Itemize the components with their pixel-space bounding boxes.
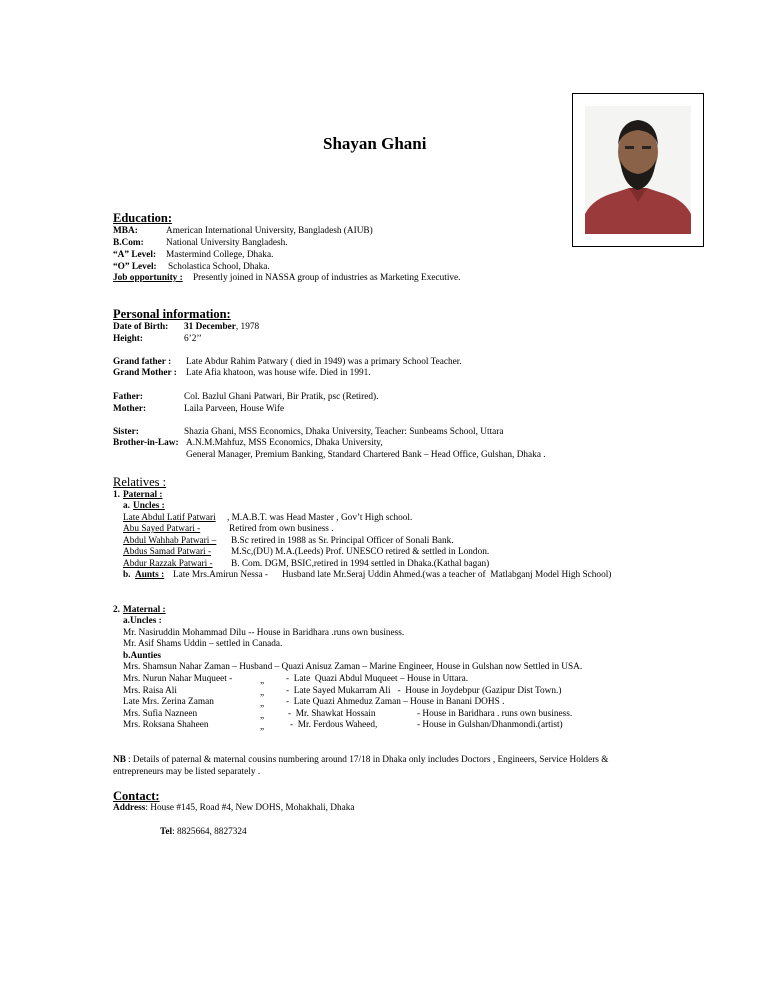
address-value: : House #145, Road #4, New DOHS, Mohakhali, Dhaka xyxy=(145,803,355,813)
paternal-uncle-name: Abdul Wahhab Patwari – xyxy=(123,536,217,546)
maternal-aunt-name: Late Mrs. Zerina Zaman xyxy=(123,697,214,707)
paternal-number: 1. xyxy=(113,490,120,500)
father-value: Col. Bazlul Ghani Patwari, Bir Pratik, psc (Retired). xyxy=(184,392,379,402)
brother-in-law-value-2: General Manager, Premium Banking, Standard Chartered Bank – Head Office, Gulshan, Dhaka . xyxy=(186,450,546,460)
maternal-aunt-name: Mrs. Sufia Nazneen xyxy=(123,709,198,719)
brother-in-law-label: Brother-in-Law: xyxy=(113,438,179,448)
address-line xyxy=(113,803,355,814)
edu-value-bcom: National University Bangladesh. xyxy=(166,238,288,248)
maternal-uncles-label: a.Uncles : xyxy=(123,616,162,626)
dob-label: Date of Birth: xyxy=(113,322,169,332)
ditto-mark: „ xyxy=(260,699,265,709)
edu-value-job: Presently joined in NASSA group of industries as Marketing Executive. xyxy=(193,273,461,283)
paternal-uncle-detail: M.Sc,(DU) M.A.(Leeds) Prof. UNESCO retired & settled in London. xyxy=(231,547,490,557)
profile-photo xyxy=(585,106,691,234)
paternal-uncle-detail: B. Com. DGM, BSIC,retired in 1994 settled in Dhaka.(Kathal bagan) xyxy=(231,559,490,569)
mother-value: Laila Parveen, House Wife xyxy=(184,404,285,414)
tel-value: : 8825664, 8827324 xyxy=(172,827,247,837)
maternal-aunt-name: Mrs. Nurun Nahar Muqueet - xyxy=(123,674,233,684)
grandfather-label: Grand father : xyxy=(113,357,172,367)
tel-line xyxy=(160,827,247,838)
note-line-2: entrepreneurs may be listed separately . xyxy=(113,767,261,777)
tel-label: Tel xyxy=(160,827,173,837)
maternal-aunt-husband: - Late Quazi Ahmeduz Zaman – House in Banani DOHS . xyxy=(286,697,505,707)
paternal-uncle-name: Abu Sayed Patwari - xyxy=(123,524,201,534)
edu-label-mba: MBA: xyxy=(113,226,138,236)
maternal-aunt-husband: - Mr. Shawkat Hossain xyxy=(288,709,376,719)
contact-heading: Contact: xyxy=(113,789,160,803)
relatives-heading: Relatives : xyxy=(113,475,167,489)
maternal-aunt-husband: - Late Sayed Mukarram Ali - House in Joydebpur (Gazipur Dist Town.) xyxy=(286,686,562,696)
maternal-aunt-husband: - Mr. Ferdous Waheed, xyxy=(290,720,378,730)
maternal-aunt-first: Mrs. Shamsun Nahar Zaman – Husband – Quazi Anisuz Zaman – Marine Engineer, House in Gulshan now Settled in USA. xyxy=(123,662,583,672)
aunts-prefix: b. xyxy=(123,570,131,580)
ditto-mark: „ xyxy=(260,676,265,686)
person-silhouette-icon xyxy=(585,106,691,234)
maternal-number: 2. xyxy=(113,605,120,615)
edu-value-alevel: Mastermind College, Dhaka. xyxy=(166,250,274,260)
candidate-name: Shayan Ghani xyxy=(323,134,427,153)
father-label: Father: xyxy=(113,392,143,402)
sister-value: Shazia Ghani, MSS Economics, Dhaka University, Teacher: Sunbeams School, Uttara xyxy=(184,427,504,437)
height-label: Height: xyxy=(113,334,143,344)
paternal-uncle-detail: B.Sc retired in 1988 as Sr. Principal Officer of Sonali Bank. xyxy=(231,536,454,546)
ditto-mark: „ xyxy=(260,722,265,732)
grandmother-value: Late Afia khatoon, was house wife. Died in 1991. xyxy=(186,368,371,378)
maternal-aunt-husband: - Late Quazi Abdul Muqueet – House in Uttara. xyxy=(286,674,469,684)
aunts-detail: Late Mrs.Amirun Nessa - Husband late Mr.Seraj Uddin Ahmed.(was a teacher of Matlabganj Model High School) xyxy=(173,570,612,580)
paternal-uncle-name: Abdus Samad Patwari - xyxy=(123,547,212,557)
ditto-mark: „ xyxy=(260,711,265,721)
edu-label-olevel: “O” Level: xyxy=(113,262,157,272)
address-label: Address xyxy=(113,803,146,813)
maternal-aunt-extra: - House in Baridhara . runs own business. xyxy=(417,709,573,719)
edu-value-mba: American International University, Bangladesh (AIUB) xyxy=(166,226,373,236)
maternal-aunt-name: Mrs. Raisa Ali xyxy=(123,686,177,696)
maternal-label: Maternal : xyxy=(123,605,166,615)
dob-value: 31 December, 1978 xyxy=(184,322,260,332)
paternal-uncle-detail: Retired from own business . xyxy=(229,524,334,534)
uncles-prefix: a. xyxy=(123,501,130,511)
paternal-uncle-detail: , M.A.B.T. was Head Master , Gov’t High school. xyxy=(227,513,413,523)
edu-value-olevel: Scholastica School, Dhaka. xyxy=(168,262,270,272)
paternal-label: Paternal : xyxy=(123,490,163,500)
ditto-mark: „ xyxy=(260,688,265,698)
paternal-uncle-name: Abdur Razzak Patwari - xyxy=(123,559,213,569)
aunts-label: Aunts : xyxy=(135,570,165,580)
maternal-aunties-label: b.Aunties xyxy=(123,651,161,661)
maternal-aunt-name: Mrs. Roksana Shaheen xyxy=(123,720,209,730)
note-line-1: : Details of paternal & maternal cousins numbering around 17/18 in Dhaka only includes Doctors , Engineers, Service Holders & xyxy=(128,755,609,765)
maternal-uncle: Mr. Nasiruddin Mohammad Dilu -- House in Baridhara .runs own business. xyxy=(123,628,405,638)
height-value: 6’2’’ xyxy=(184,334,202,344)
sister-label: Sister: xyxy=(113,427,139,437)
edu-label-job: Job opportunity : xyxy=(113,273,183,283)
maternal-uncle: Mr. Asif Shams Uddin – settled in Canada. xyxy=(123,639,283,649)
note-label: NB xyxy=(113,755,126,765)
edu-label-alevel: “A” Level: xyxy=(113,250,157,260)
maternal-aunt-extra: - House in Gulshan/Dhanmondi.(artist) xyxy=(417,720,563,730)
edu-label-bcom: B.Com: xyxy=(113,238,144,248)
personal-heading: Personal information: xyxy=(113,307,231,321)
uncles-label: Uncles : xyxy=(133,501,165,511)
paternal-uncle-name: Late Abdul Latif Patwari xyxy=(123,513,216,523)
brother-in-law-value-1: A.N.M.Mahfuz, MSS Economics, Dhaka University, xyxy=(186,438,383,448)
mother-label: Mother: xyxy=(113,404,147,414)
grandmother-label: Grand Mother : xyxy=(113,368,177,378)
education-heading: Education: xyxy=(113,211,173,225)
grandfather-value: Late Abdur Rahim Patwary ( died in 1949) was a primary School Teacher. xyxy=(186,357,462,367)
profile-photo-frame xyxy=(572,93,704,247)
